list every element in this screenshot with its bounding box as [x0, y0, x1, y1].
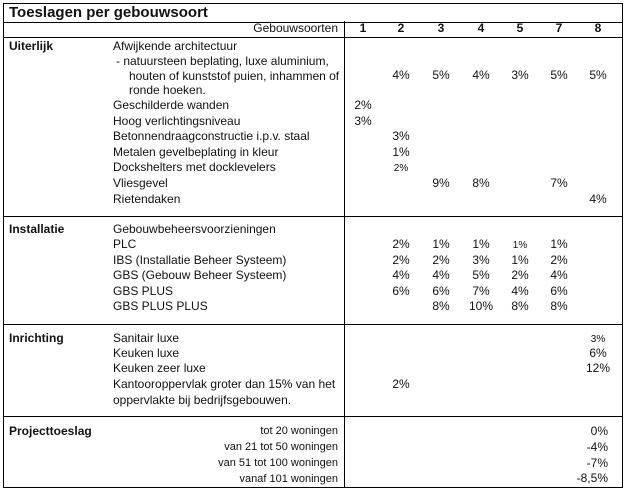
table-cell: -8,5% [576, 471, 608, 485]
table-cell: 4% [392, 68, 410, 82]
table-cell: 4% [472, 68, 490, 82]
row-label: Rietendaken [113, 192, 181, 206]
row-label: tot 20 woningen [260, 425, 338, 437]
row-label: GBS PLUS PLUS [113, 299, 208, 313]
section-name-projecttoeslag: Projecttoeslag [9, 424, 92, 438]
row-label: PLC [113, 237, 137, 251]
row-label: Hoog verlichtingsniveau [113, 114, 241, 128]
header-label: Gebouwsoorten [253, 21, 338, 35]
row-label: GBS (Gebouw Beheer Systeem) [113, 268, 287, 282]
section-name-inrichting: Inrichting [9, 331, 64, 345]
section-divider [4, 324, 622, 325]
table-cell: 0% [590, 424, 608, 438]
table-cell: 6% [432, 284, 450, 298]
table-cell: 12% [585, 361, 611, 375]
table-cell: 3% [392, 129, 410, 143]
row-label: GBS PLUS [113, 284, 174, 298]
header-divider [4, 37, 622, 38]
table-cell: 1% [512, 240, 528, 251]
row-label: houten of kunststof puien, inhammen of [129, 69, 340, 83]
table-cell: 3% [590, 334, 606, 345]
table-cell: 9% [432, 176, 450, 190]
table-cell: -4% [586, 440, 608, 454]
table-cell: 2% [511, 268, 529, 282]
table-cell: 4% [550, 268, 568, 282]
table-cell: 2% [393, 163, 409, 174]
table-cell: 4% [432, 268, 450, 282]
row-label: van 21 tot 50 woningen [224, 441, 338, 453]
table-cell: 5% [432, 68, 450, 82]
column-header: 8 [594, 21, 602, 35]
row-label: Keuken luxe [113, 346, 180, 360]
table-cell: 4% [392, 268, 410, 282]
section-name-uiterlijk: Uiterlijk [9, 39, 54, 53]
section-divider [4, 216, 622, 217]
section-divider [4, 416, 622, 417]
table-cell: -7% [586, 456, 608, 470]
section-name-installatie: Installatie [9, 222, 65, 236]
table-cell: 3% [354, 114, 372, 128]
row-label: IBS (Installatie Beheer Systeem) [113, 253, 287, 267]
row-label: Kantooroppervlak groter dan 15% van het [113, 377, 336, 391]
row-label: Metalen gevelbeplating in kleur [113, 145, 279, 159]
table-cell: 7% [550, 176, 568, 190]
row-label: Vliesgevel [113, 176, 168, 190]
table-cell: 5% [550, 68, 568, 82]
column-header: 1 [359, 21, 367, 35]
table-cell: 1% [511, 253, 529, 267]
row-label: van 51 tot 100 woningen [218, 457, 338, 469]
table-cell: 1% [432, 237, 450, 251]
table-cell: 3% [511, 68, 529, 82]
table-cell: 5% [472, 268, 490, 282]
table-cell: 1% [550, 237, 568, 251]
table-cell: 8% [550, 299, 568, 313]
row-label: Sanitair luxe [113, 331, 180, 345]
column-header: 3 [437, 21, 445, 35]
row-label: Gebouwbeheersvoorzieningen [113, 222, 276, 236]
table-cell: 1% [472, 237, 490, 251]
table-cell: 10% [468, 299, 494, 313]
table-cell: 2% [392, 253, 410, 267]
table-cell: 3% [472, 253, 490, 267]
row-label: - natuursteen beplating, luxe aluminium, [116, 54, 329, 68]
table-cell: 8% [432, 299, 450, 313]
column-header: 4 [477, 21, 485, 35]
row-label: vanaf 101 woningen [239, 473, 338, 485]
row-label: Dockshelters met docklevelers [113, 160, 276, 174]
table-cell: 4% [511, 284, 529, 298]
row-label: Geschilderde wanden [113, 98, 230, 112]
table-cell: 2% [354, 98, 372, 112]
table-cell: 2% [392, 237, 410, 251]
table-cell: 8% [472, 176, 490, 190]
row-label: Keuken zeer luxe [113, 361, 206, 375]
table-cell: 1% [392, 145, 410, 159]
table-cell: 6% [589, 346, 607, 360]
table-cell: 8% [511, 299, 529, 313]
table-cell: 6% [550, 284, 568, 298]
row-label: Afwijkende architectuur [113, 39, 238, 53]
label-column-divider [344, 21, 345, 487]
table-cell: 2% [550, 253, 568, 267]
row-label: oppervlakte bij bedrijfsgebouwen. [113, 393, 292, 407]
row-label: ronde hoeken. [129, 83, 206, 97]
column-header: 2 [397, 21, 405, 35]
table-cell: 2% [392, 377, 410, 391]
table-cell: 2% [432, 253, 450, 267]
table-cell: 5% [589, 68, 607, 82]
column-header: 7 [555, 21, 563, 35]
table-cell: 7% [472, 284, 490, 298]
table-cell: 6% [392, 284, 410, 298]
row-label: Betonnendraagconstructie i.p.v. staal [113, 129, 310, 143]
table-title: Toeslagen per gebouwsoort [9, 4, 208, 21]
table-cell: 4% [589, 192, 607, 206]
column-header: 5 [516, 21, 524, 35]
